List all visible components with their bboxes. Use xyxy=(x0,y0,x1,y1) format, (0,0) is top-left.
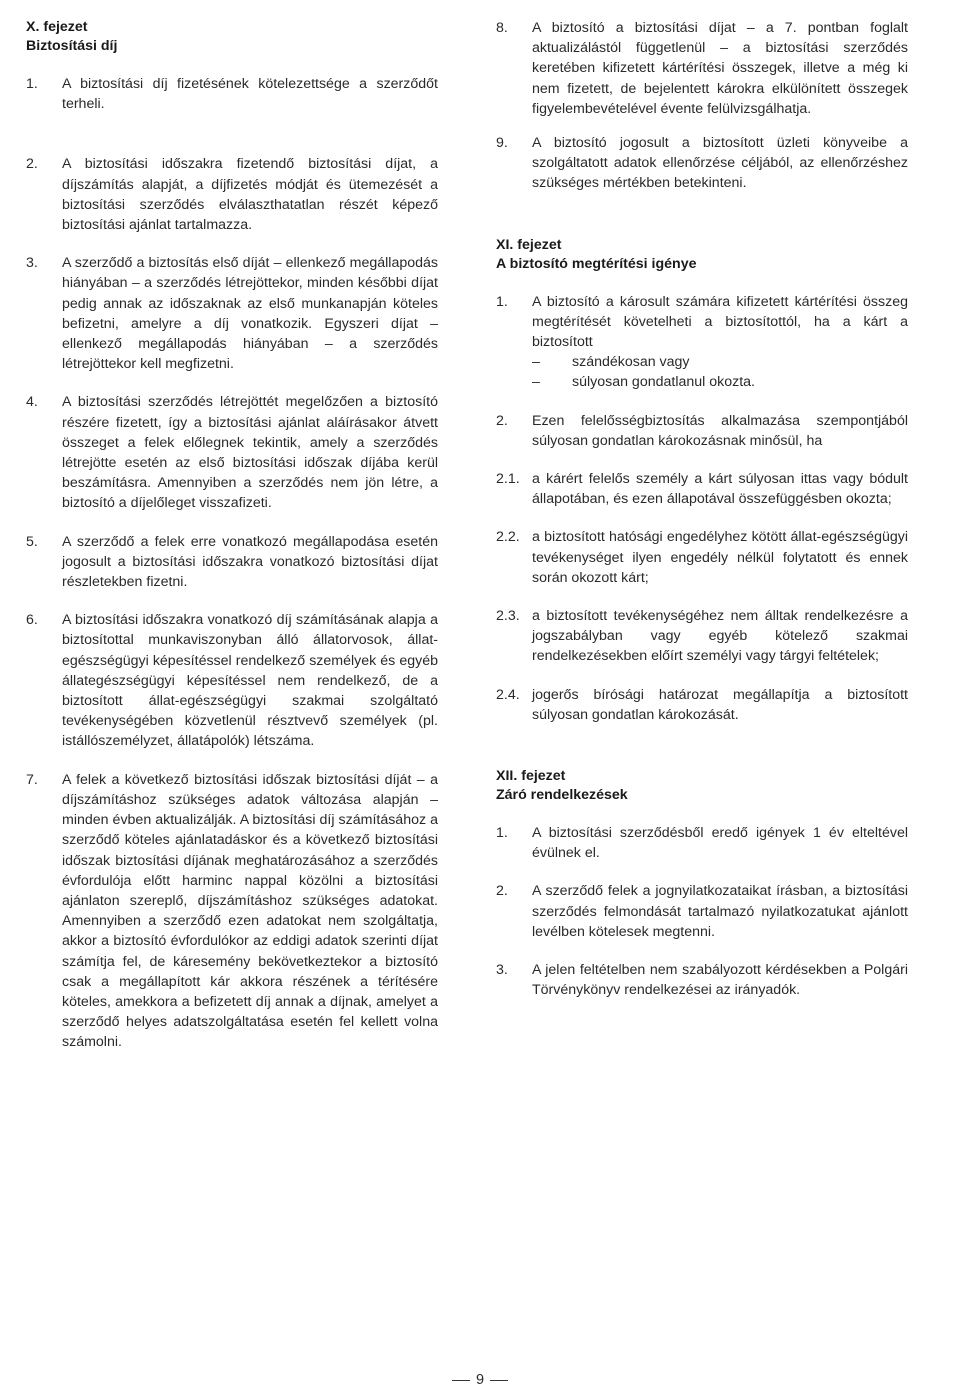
chapter-title: Biztosítási díj xyxy=(26,38,118,54)
item-text: A biztosító a biztosítási díjat – a 7. pontban foglalt aktualizálástól függetlenül – a biztosítási szerződés keretében kifizetett kártérítési összegek, illetve a még ki nem fizetett, de bejelentett károkra elkülönített összegek figyelembevételével évente felülvizsgálhatja. xyxy=(532,20,908,117)
item-text: A biztosítási szerződés létrejöttét megelőzően a biztosító részére fizetett, így a biztosítási ajánlat aláírásakor átvett összeget a felek előlegnek tekintik, amely a szerződés létrejötte esetén az első biztosítási időszak díjába kerül beszámításra. Amennyiben a szerződés nem jön létre, a biztosító a díjelőleget visszafizeti. xyxy=(62,394,438,512)
chapter-title: A biztosító megtérítési igénye xyxy=(496,255,697,272)
left-column xyxy=(26,18,438,1053)
dash-item xyxy=(532,352,908,372)
item-number: 2. xyxy=(496,412,508,429)
item-number: 2.4. xyxy=(496,686,520,703)
item-number: 3. xyxy=(496,962,508,979)
list-item xyxy=(496,411,908,451)
page-footer xyxy=(0,1372,960,1388)
item-text: Ezen felelősségbiztosítás alkalmazása szempontjából súlyosan gondatlan károkozásnak minősül, ha xyxy=(532,412,908,449)
chapter-title: Záró rendelkezések xyxy=(496,787,628,804)
dash-mark: – xyxy=(532,374,540,391)
item-number: 6. xyxy=(26,612,38,629)
list-item xyxy=(26,392,438,513)
item-text: a kárért felelős személy a kárt súlyosan ittas vagy bódult állapotában, és ezen állapotával összefüggésben okozta; xyxy=(532,471,908,508)
right-column xyxy=(496,18,908,1001)
item-number: 2.2. xyxy=(496,529,520,546)
item-number: 2.3. xyxy=(496,608,520,625)
list-item xyxy=(26,74,438,114)
dash-mark: – xyxy=(532,354,540,371)
list-item xyxy=(496,606,908,667)
footer-rule xyxy=(490,1380,508,1381)
item-number: 2. xyxy=(496,883,508,900)
footer-rule xyxy=(452,1380,470,1381)
item-number: 3. xyxy=(26,255,38,272)
item-number: 1. xyxy=(496,825,508,842)
chapter-number: XII. fejezet xyxy=(496,768,566,785)
list-item xyxy=(496,960,908,1000)
list-item xyxy=(496,823,908,863)
list-item xyxy=(496,18,908,119)
item-number: 2.1. xyxy=(496,471,520,488)
dash-text: súlyosan gondatlanul okozta. xyxy=(572,374,755,391)
item-number: 5. xyxy=(26,533,38,550)
list-item xyxy=(26,610,438,751)
item-number: 9. xyxy=(496,135,508,152)
item-text: A biztosító a károsult számára kifizetett kártérítési összeg megtérítését követelheti a biztosítottól, ha a kárt a biztosított xyxy=(532,293,908,351)
item-number: 8. xyxy=(496,20,508,36)
dash-text: szándékosan vagy xyxy=(572,354,690,371)
chapter-12-heading xyxy=(496,767,908,805)
list-item xyxy=(496,527,908,588)
item-text: A biztosítási díj fizetésének kötelezettsége a szerződőt terheli. xyxy=(62,76,438,113)
item-number: 4. xyxy=(26,394,38,411)
list-item xyxy=(496,881,908,942)
item-number: 7. xyxy=(26,771,38,788)
list-item xyxy=(26,253,438,374)
list-item xyxy=(26,770,438,1053)
item-text: jogerős bírósági határozat megállapítja a biztosított súlyosan gondatlan károkozását. xyxy=(532,686,908,723)
item-text: A jelen feltételben nem szabályozott kérdésekben a Polgári Törvénykönyv rendelkezései az irányadók. xyxy=(532,962,908,999)
list-item xyxy=(496,133,908,194)
list-item xyxy=(496,685,908,725)
chapter-11-heading xyxy=(496,236,908,274)
dash-item xyxy=(532,372,908,392)
item-text: a biztosított tevékenységéhez nem álltak rendelkezésre a jogszabályban vagy egyéb kötelező szakmai rendelkezésekben előírt személyi vagy tárgyi feltételek; xyxy=(532,608,908,665)
list-item xyxy=(496,292,908,393)
chapter-10-heading xyxy=(26,18,438,56)
chapter-number: XI. fejezet xyxy=(496,236,562,253)
item-text: A szerződő a biztosítás első díját – ellenkező megállapodás hiányában – a szerződés létrejöttekor, minden későbbi díjat pedig annak az időszaknak az első munkanapján köteles befizetni, amelyre a díj vonatkozik. Egyszeri díjat – ellenkező megállapodás hiányában – a szerződés létrejöttekor kell megfizetni. xyxy=(62,255,438,373)
item-text: A szerződő felek a jognyilatkozataikat írásban, a biztosítási szerződés felmondását tartalmazó nyilatkozatukat ajánlott levélben kötelesek megtenni. xyxy=(532,883,908,940)
item-text: A biztosítási szerződésből eredő igények 1 év elteltével évülnek el. xyxy=(532,825,908,862)
item-number: 1. xyxy=(496,293,508,310)
item-number: 2. xyxy=(26,156,38,173)
list-item xyxy=(496,469,908,509)
item-text: A felek a következő biztosítási időszak biztosítási díját – a díjszámításhoz szükséges adatok változása alapján – minden évben aktualizálják. A biztosítási díj számításához a szerződő köteles ajánlatadáskor és a következő biztosítási időszak biztosítási díjának meghatározásához a szerződés évfordulója előtt harminc nappal közölni a biztosítási ajánlaton szereplő, díjszámításhoz szükséges adatokat. Amennyiben a szerződő ezen adatokat nem szolgáltatja, akkor a biztosító évfordulókor az eddigi adatok szerinti díjat számítja fel, de káresemény bekövetkeztekor a biztosító csak a megállapított kár akkora részének a térítésére köteles, amekkora a befizetett díj annak a díjnak, amelyet a szerződő helyes adatszolgáltatása esetén fel kellett volna számolni. xyxy=(62,771,438,1051)
list-item xyxy=(26,532,438,593)
item-text: A biztosító jogosult a biztosított üzleti könyveibe a szolgáltatott adatok ellenőrzése céljából, az ellenőrzéshez szükséges mértékben betekinteni. xyxy=(532,135,908,192)
item-text: A biztosítási időszakra fizetendő biztosítási díjat, a díjszámítás alapját, a díjfizetés módját és ütemezését a biztosítási szerződés elválaszthatatlan részét képező biztosítási ajánlat tartalmazza. xyxy=(62,156,438,234)
item-text: A szerződő a felek erre vonatkozó megállapodása esetén jogosult a biztosítási időszakra vonatkozó biztosítási díjat részletekben fizetni. xyxy=(62,533,438,591)
list-item xyxy=(26,154,438,235)
item-text: a biztosított hatósági engedélyhez kötött állat-egészségügyi tevékenységet ilyen engedély nélkül folytatott és ennek során okozott kárt; xyxy=(532,529,908,586)
chapter-number: X. fejezet xyxy=(26,19,88,35)
item-text: A biztosítási időszakra vonatkozó díj számításának alapja a biztosítottal munkaviszonyban álló állatorvosok, állat-egészségügyi képesítéssel rendelkező személyek és egyéb állategészségügyi képesítéssel nem rendelkező, de a biztosított állat-egészségügyi szakmai szolgáltató tevékenységében közvetlenül résztvevő személyek (pl. istállószemélyzet, állatápolók) létszáma. xyxy=(62,612,438,750)
item-number: 1. xyxy=(26,76,38,92)
page-number: 9 xyxy=(475,1372,485,1388)
